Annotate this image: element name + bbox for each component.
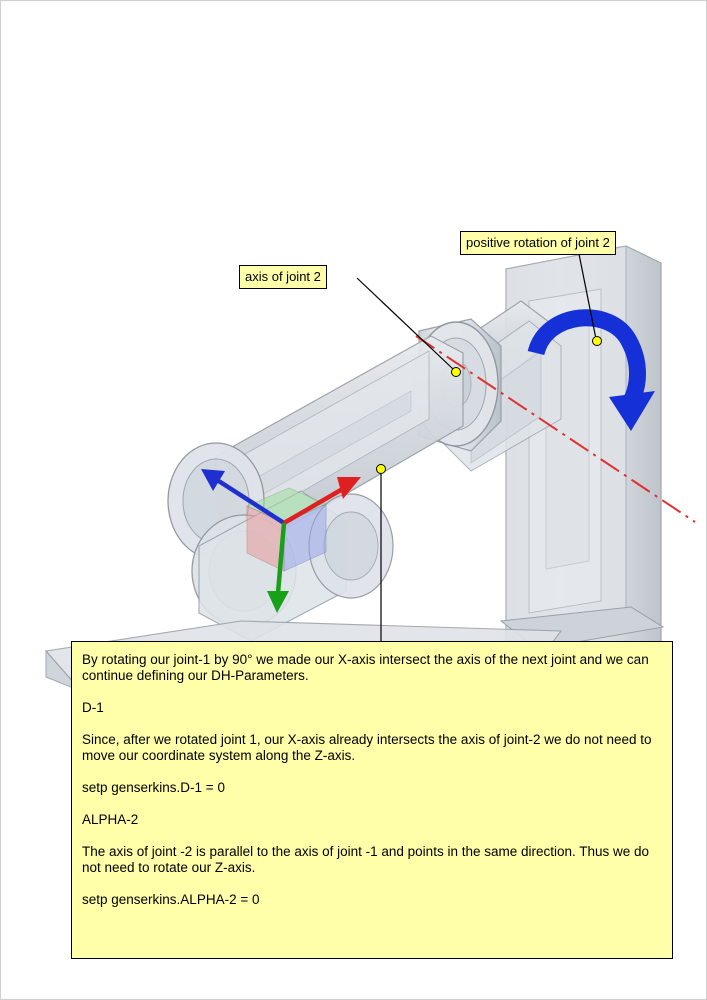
explanation-text-panel — [71, 641, 673, 959]
heading-d-1: D-1 — [82, 700, 104, 715]
paragraph-alpha-2: The axis of joint -2 is parallel to the axis of joint -1 and points in the same direction. Thus we do not need to rotate our Z-axis. — [82, 844, 650, 875]
command-d-1: setp genserkins.D-1 = 0 — [82, 780, 225, 795]
heading-alpha-2: ALPHA-2 — [82, 812, 139, 827]
callout-axis-of-joint-2 — [239, 265, 327, 289]
callout-positive-rotation-of-joint-2 — [460, 231, 616, 255]
paragraph-intro: By rotating our joint-1 by 90° we made our X-axis intersect the axis of the next joint and we can continue defining our DH-Parameters. — [82, 652, 649, 683]
command-alpha-2: setp genserkins.ALPHA-2 = 0 — [82, 892, 260, 907]
callout-axis-of-joint-2-label: axis of joint 2 — [245, 269, 321, 284]
paragraph-d-1: Since, after we rotated joint 1, our X-axis already intersects the axis of joint-2 we do not need to move our coordinate system along the Z-axis. — [82, 732, 652, 763]
callout-positive-rotation-label: positive rotation of joint 2 — [466, 235, 610, 250]
